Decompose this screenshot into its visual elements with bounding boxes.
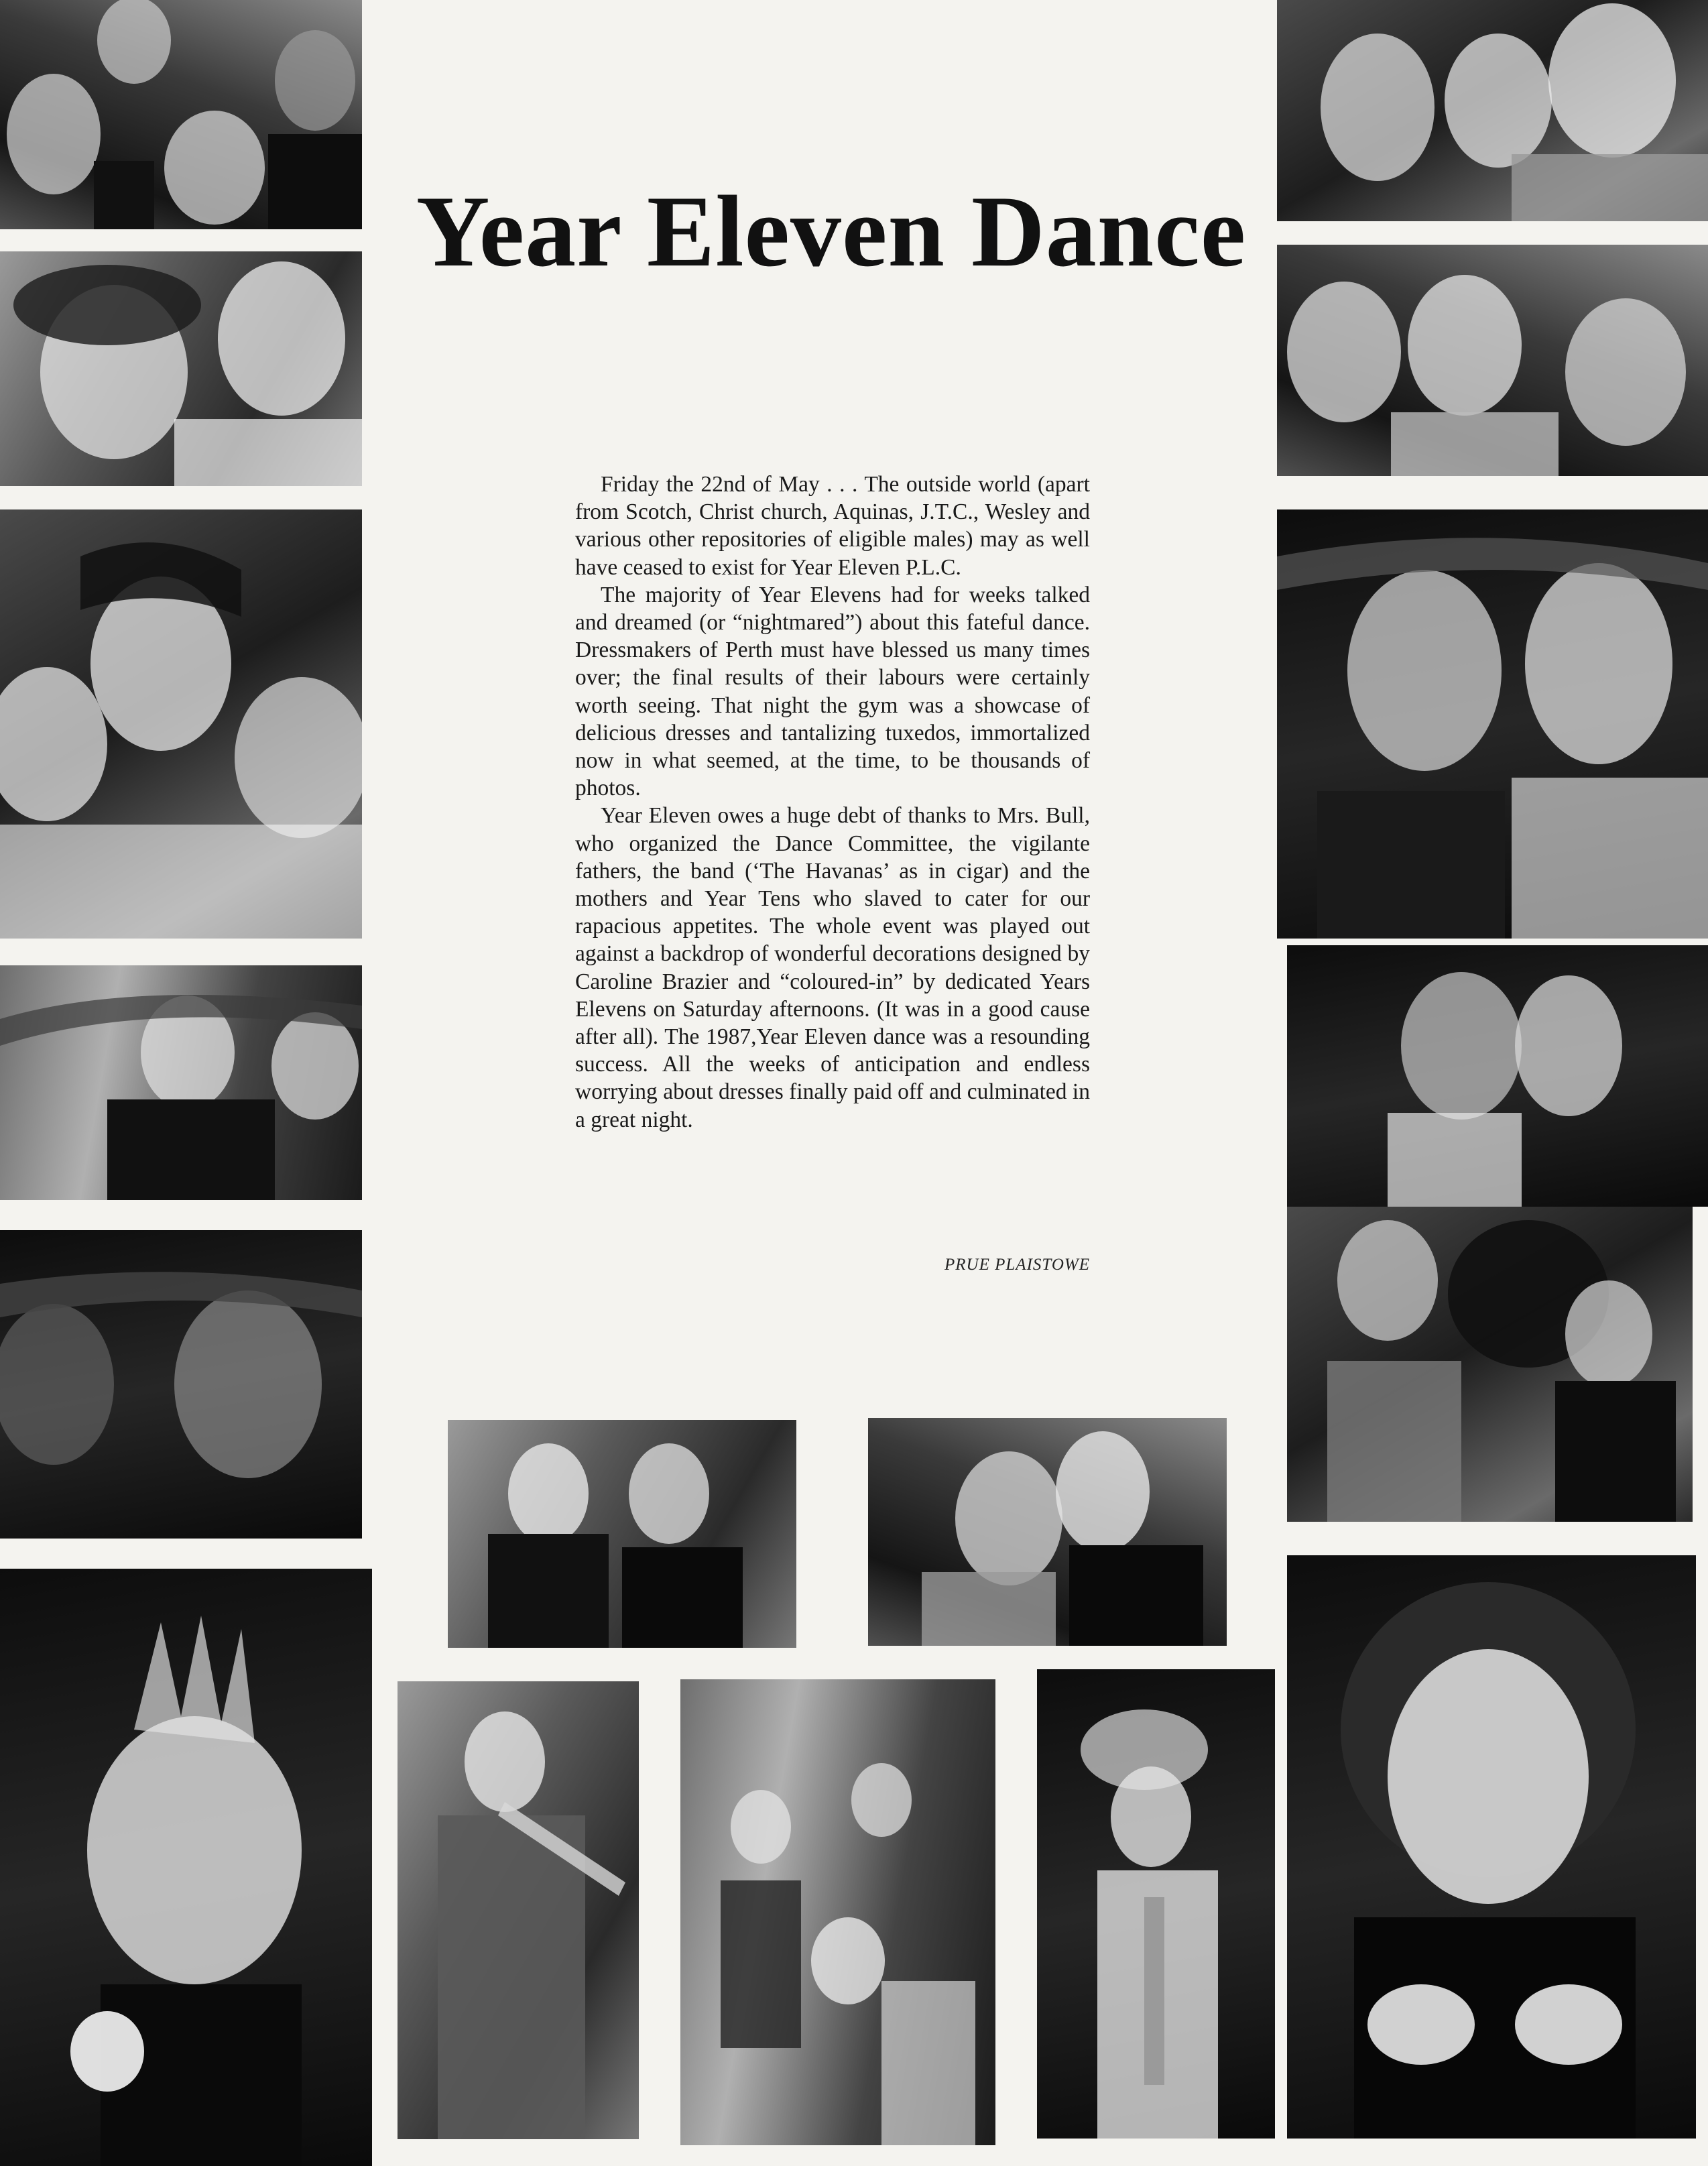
photo-right-1 [1277, 0, 1708, 221]
article-paragraph: The majority of Year Elevens had for weeks talked and dreamed (or “nightmared”) about this fateful dance. Dressmakers of Perth must have blessed us many times over; the final results of their labours were certainly worth seeing. That night the gym was a showcase of delicious dresses and tantalizing tuxedos, immortalized now in what seemed, at the time, to be thousands of photos. [575, 582, 1090, 801]
photo-left-4 [0, 965, 362, 1200]
author-byline: PRUE PLAISTOWE [944, 1256, 1090, 1274]
photo-right-6 [1287, 1555, 1696, 2139]
article-body [575, 471, 1090, 1134]
photo-middle-2 [868, 1418, 1227, 1646]
photo-right-2 [1277, 245, 1708, 476]
photo-middle-4 [680, 1679, 995, 2145]
photo-left-6 [0, 1569, 372, 2166]
photo-right-3 [1277, 509, 1708, 939]
photo-middle-5 [1037, 1669, 1275, 2139]
page-title: Year Eleven Dance [416, 175, 1247, 288]
photo-right-5 [1287, 1207, 1693, 1522]
photo-middle-1 [448, 1420, 796, 1648]
article-paragraph: Year Eleven owes a huge debt of thanks to Mrs. Bull, who organized the Dance Committee, the vigilante fathers, the band (‘The Havanas’ as in cigar) and the mothers and Year Tens who slaved to cater for our rapacious appetites. The whole event was played out against a backdrop of wonderful decorations designed by Caroline Brazier and “coloured-in” by dedicated Years Elevens on Saturday afternoons. (It was in a good cause after all). The 1987,Year Eleven dance was a resounding success. All the weeks of anticipation and endless worrying about dresses finally paid off and culminated in a great night. [575, 803, 1090, 1132]
photo-left-1 [0, 0, 362, 229]
photo-middle-3 [398, 1681, 639, 2139]
photo-left-5 [0, 1230, 362, 1539]
photo-left-2 [0, 251, 362, 486]
article-paragraph: Friday the 22nd of May . . . The outside world (apart from Scotch, Christ church, Aquinas, J.T.C., Wesley and various other repositories of eligible males) may as well have ceased to exist for Year Eleven P.L.C. [575, 472, 1090, 580]
photo-left-3 [0, 509, 362, 939]
photo-right-4 [1287, 945, 1708, 1207]
